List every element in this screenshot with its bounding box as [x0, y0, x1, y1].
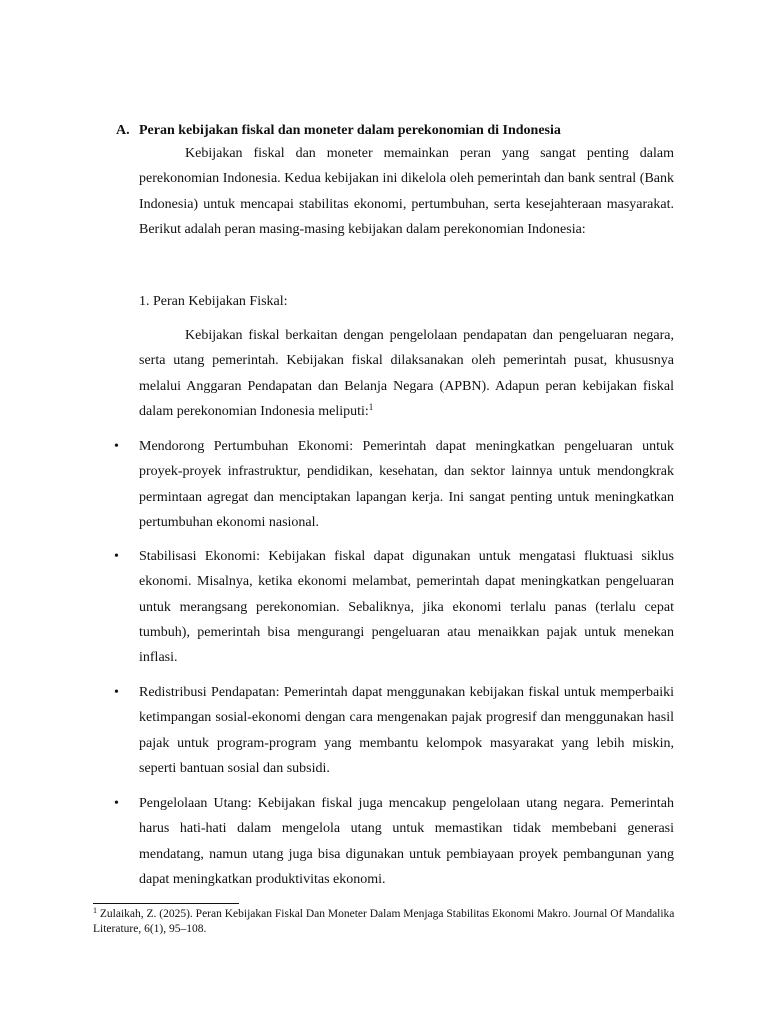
footnote-number: 1	[93, 906, 97, 915]
footnote-reference[interactable]: 1	[368, 401, 374, 412]
fiscal-paragraph-text: Kebijakan fiskal berkaitan dengan pengelolaan pendapatan dan pengeluaran negara, serta utang pemerintah. Kebijakan fiskal dilaksanakan oleh pemerintah pusat, khususnya melalui Anggaran Pendapatan dan Belanja Negara (APBN). Adapun peran kebijakan fiskal dalam perekonomian Indonesia meliputi:	[139, 328, 674, 419]
list-item: Stabilisasi Ekonomi: Kebijakan fiskal dapat digunakan untuk mengatasi fluktuasi siklus ekonomi. Misalnya, ketika ekonomi melambat, pemerintah dapat meningkatkan pengeluaran untuk merangsang perekonomian. Sebaliknya, jika ekonomi terlalu panas (terlalu cepat tumbuh), pemerintah bisa mengurangi pengeluaran atau menaikkan pajak untuk menekan inflasi.	[139, 549, 674, 666]
footnote-text: Zulaikah, Z. (2025). Peran Kebijakan Fiskal Dan Moneter Dalam Menjaga Stabilitas Ekonomi Makro. Journal Of Mandalika Literature, 6(1), 95–108.	[93, 908, 675, 935]
subsection-title: 1. Peran Kebijakan Fiskal:	[139, 294, 288, 309]
list-item: Mendorong Pertumbuhan Ekonomi: Pemerintah dapat meningkatkan pengeluaran untuk proyek-proyek infrastruktur, pendidikan, kesehatan, dan sektor lainnya untuk mendongkrak permintaan agregat dan menciptakan lapangan kerja. Ini sangat penting untuk meningkatkan pertumbuhan ekonomi nasional.	[139, 439, 674, 530]
section-heading	[116, 121, 561, 141]
bullet-marker: •	[114, 685, 119, 700]
intro-paragraph: Kebijakan fiskal dan moneter memainkan peran yang sangat penting dalam perekonomian Indonesia. Kedua kebijakan ini dikelola oleh pemerintah dan bank sentral (Bank Indonesia) untuk mencapai stabilitas ekonomi, pertumbuhan, serta kesejahteraan masyarakat. Berikut adalah peran masing-masing kebijakan dalam perekonomian Indonesia:	[139, 146, 674, 237]
bullet-marker: •	[114, 549, 119, 564]
section-marker: A.	[116, 123, 130, 138]
list-item: Redistribusi Pendapatan: Pemerintah dapat menggunakan kebijakan fiskal untuk memperbaiki ketimpangan sosial-ekonomi dengan cara mengenakan pajak progresif dan menggunakan hasil pajak untuk program-program yang membantu kelompok masyarakat yang lebih miskin, seperti bantuan sosial dan subsidi.	[139, 685, 674, 776]
section-heading-text: Peran kebijakan fiskal dan moneter dalam perekonomian di Indonesia	[139, 123, 561, 138]
footnote	[93, 907, 683, 937]
footnote-divider	[93, 903, 239, 904]
bullet-marker: •	[114, 796, 119, 811]
bullet-marker: •	[114, 439, 119, 454]
list-item: Pengelolaan Utang: Kebijakan fiskal juga mencakup pengelolaan utang negara. Pemerintah harus hati-hati dalam mengelola utang untuk memastikan tidak membebani generasi mendatang, namun utang juga bisa digunakan untuk pembiayaan proyek pembangunan yang dapat meningkatkan produktivitas ekonomi.	[139, 796, 674, 887]
fiscal-paragraph	[139, 323, 674, 424]
